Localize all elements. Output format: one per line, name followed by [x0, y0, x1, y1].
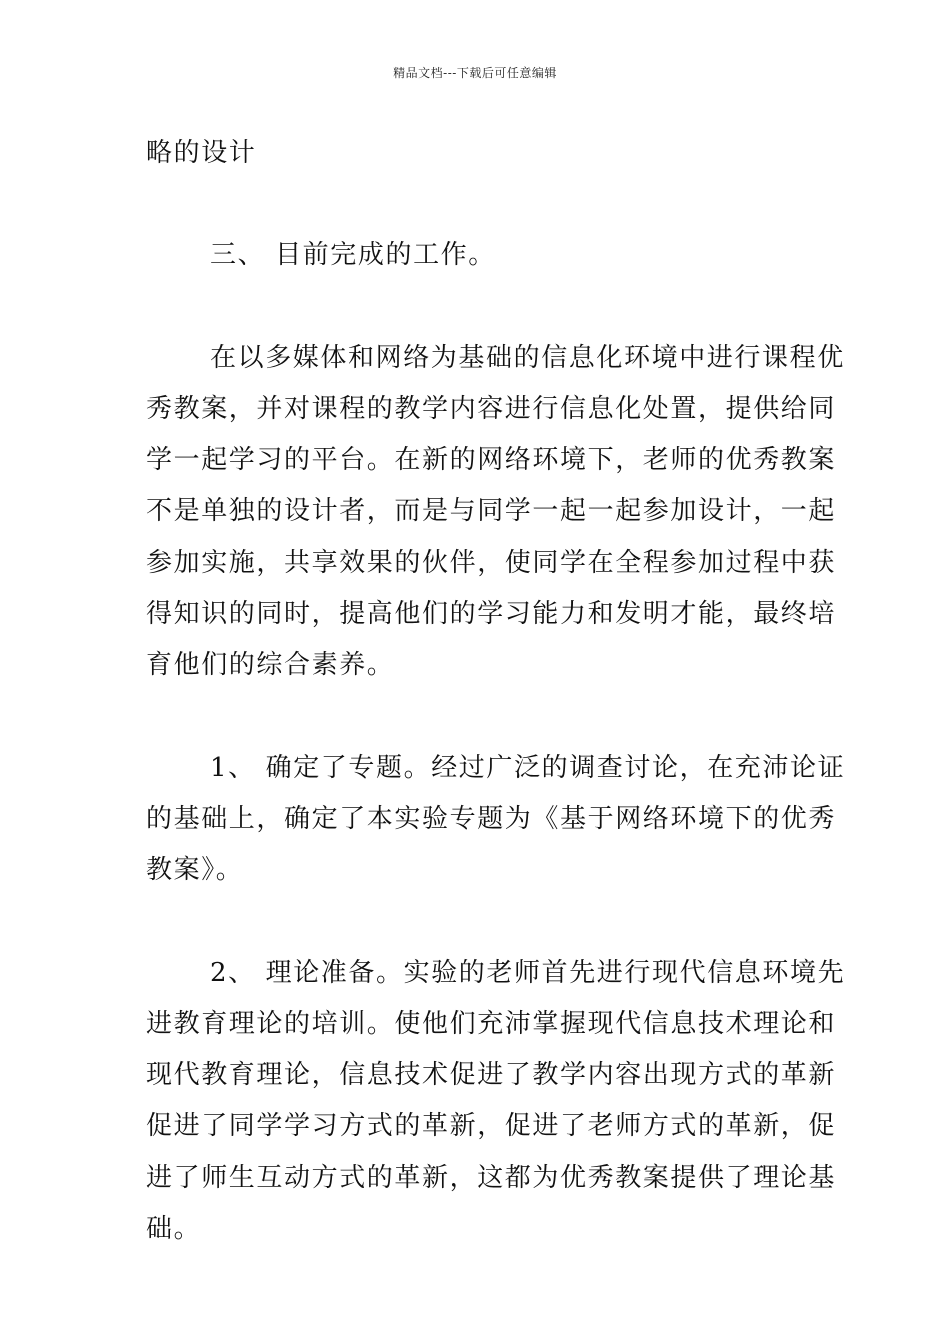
- paragraph-line: 1、 确定了专题。经过广泛的调查讨论，在充沛论证: [210, 752, 846, 783]
- paragraph-line: 在以多媒体和网络为基础的信息化环境中进行课程优: [210, 342, 845, 373]
- paragraph-line: 得知识的同时，提高他们的学习能力和发明才能，最终培: [146, 599, 837, 630]
- paragraph-line: 进了师生互动方式的革新，这都为优秀教案提供了理论基: [146, 1162, 837, 1193]
- paragraph-line: 秀教案，并对课程的教学内容进行信息化处置，提供给同: [146, 393, 837, 424]
- paragraph-line: 学一起学习的平台。在新的网络环境下，老师的优秀教案: [146, 445, 837, 476]
- paragraph-line: 础。: [146, 1214, 202, 1245]
- page-header: 精品文档---下载后可任意编辑: [393, 66, 557, 80]
- document-body: [146, 128, 846, 1255]
- paragraph-line: 进教育理论的培训。使他们充沛掌握现代信息技术理论和: [146, 1008, 837, 1039]
- section-heading: 三、 目前完成的工作。: [210, 240, 496, 271]
- paragraph-line: 参加实施，共享效果的伙伴，使同学在全程参加过程中获: [146, 547, 837, 578]
- paragraph-1: [146, 333, 845, 692]
- paragraph-line: 促进了同学学习方式的革新，促进了老师方式的革新，促: [146, 1111, 837, 1142]
- list-item-1: [146, 743, 846, 897]
- paragraph-line: 2、 理论准备。实验的老师首先进行现代信息环境先: [210, 957, 846, 988]
- paragraph-line: 育他们的综合素养。: [146, 650, 395, 681]
- paragraph-line: 教案》。: [146, 855, 244, 886]
- paragraph-line: 现代教育理论，信息技术促进了教学内容出现方式的革新: [146, 1060, 837, 1091]
- paragraph-line: 的基础上，确定了本实验专题为《基于网络环境下的优秀: [146, 803, 837, 834]
- text-fragment: 略的设计: [146, 138, 257, 168]
- list-item-2: [146, 948, 846, 1256]
- paragraph-line: 不是单独的设计者，而是与同学一起一起参加设计，一起: [146, 496, 837, 527]
